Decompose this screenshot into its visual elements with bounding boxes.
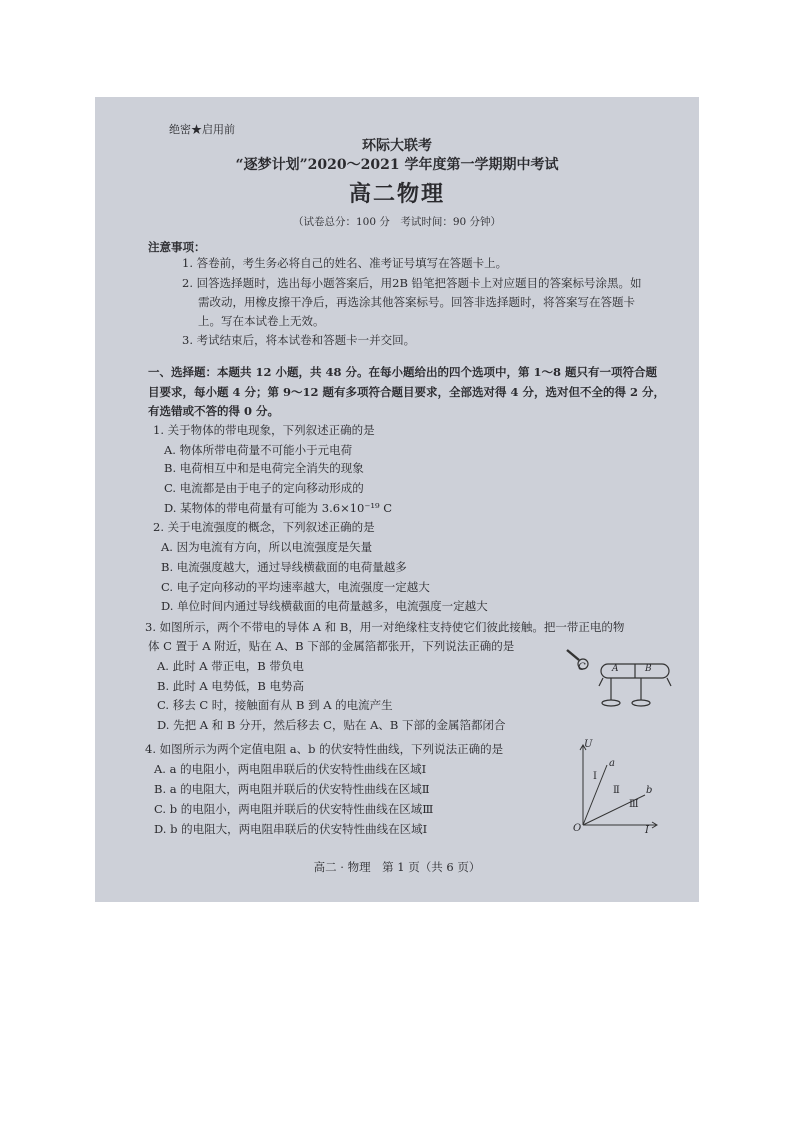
q3-label-a: A [612, 664, 619, 674]
q4-axis-u: U [584, 739, 593, 750]
q4-line-a: a [609, 758, 615, 769]
exam-sheet [95, 97, 699, 902]
confidential-mark: 绝密★启用前 [169, 123, 235, 136]
q4-option: B. a 的电阻大，两电阻并联后的伏安特性曲线在区域Ⅱ [154, 782, 430, 796]
q3-conductor-figure [561, 642, 681, 712]
q1-option: A. 物体所带电荷量不可能小于元电荷 [164, 443, 353, 457]
exam-meta: （试卷总分：100 分 考试时间：90 分钟） [292, 216, 502, 228]
note-item: 需改动，用橡皮擦干净后，再选涂其他答案标号。回答非选择题时，将答案写在答题卡 [198, 295, 635, 309]
note-item: 上。写在本试卷上无效。 [198, 314, 325, 328]
organizer: 环际大联考 [362, 138, 432, 154]
q4-origin: O [573, 823, 582, 834]
q3-option: D. 先把 A 和 B 分开，然后移去 C，贴在 A、B 下部的金属箔都闭合 [157, 718, 506, 732]
note-item: 2. 回答选择题时，选出每小题答案后，用2B 铅笔把答题卡上对应题目的答案标号涂黑。如 [182, 276, 642, 290]
note-item: 3. 考试结束后，将本试卷和答题卡一并交回。 [182, 333, 416, 347]
q2-option: C. 电子定向移动的平均速率越大，电流强度一定越大 [161, 580, 430, 594]
subject-title: 高二物理 [348, 181, 445, 207]
q3-option: A. 此时 A 带正电，B 带负电 [157, 659, 304, 673]
q1-option: D. 某物体的带电荷量有可能为 3.6×10⁻¹⁹ C [164, 501, 393, 515]
page-footer: 高二 · 物理 第 1 页（共 6 页） [313, 860, 481, 874]
q1-option: B. 电荷相互中和是电荷完全消失的现象 [164, 461, 364, 475]
q4-option: D. b 的电阻大，两电阻串联后的伏安特性曲线在区域Ⅰ [154, 822, 428, 836]
q4-region-2: Ⅱ [613, 785, 620, 796]
q4-stem: 4. 如图所示为两个定值电阻 a、b 的伏安特性曲线，下列说法正确的是 [145, 742, 504, 756]
q4-axis-i: I [645, 825, 649, 836]
q4-option: A. a 的电阻小，两电阻串联后的伏安特性曲线在区域Ⅰ [154, 762, 427, 776]
notes-title: 注意事项： [148, 240, 206, 254]
exam-title: “逐梦计划”2020～2021 学年度第一学期期中考试 [235, 157, 559, 173]
q3-label-b: B [645, 664, 652, 674]
q3-stem-continued: 体 C 置于 A 附近，贴在 A、B 下部的金属箔都张开，下列说法正确的是 [148, 639, 515, 653]
q1-option: C. 电流都是由于电子的定向移动形成的 [164, 481, 364, 495]
q2-option: B. 电流强度越大，通过导线横截面的电荷量越多 [161, 560, 407, 574]
q3-option: C. 移去 C 时，接触面有从 B 到 A 的电流产生 [157, 698, 393, 712]
q1-stem: 1. 关于物体的带电现象，下列叙述正确的是 [153, 423, 375, 437]
q2-stem: 2. 关于电流强度的概念，下列叙述正确的是 [153, 520, 375, 534]
section-instruction: 有选错或不答的得 0 分。 [148, 404, 280, 418]
q2-option: A. 因为电流有方向，所以电流强度是矢量 [161, 540, 373, 554]
q4-iv-graph [571, 739, 661, 837]
section-instruction: 目要求，每小题 4 分；第 9～12 题有多项符合题目要求，全部选对得 4 分，选对但不全的得 2 分， [148, 385, 666, 399]
q4-region-1: Ⅰ [593, 771, 597, 782]
q4-region-3: Ⅲ [629, 799, 639, 810]
q4-line-b: b [646, 785, 653, 796]
q3-label-c: C [578, 662, 586, 673]
q3-stem: 3. 如图所示，两个不带电的导体 A 和 B，用一对绝缘柱支持使它们彼此接触。把一带正电的物 [145, 620, 625, 634]
q3-option: B. 此时 A 电势低，B 电势高 [157, 679, 304, 693]
section-instruction: 一、选择题：本题共 12 小题，共 48 分。在每小题给出的四个选项中，第 1～8 题只有一项符合题 [148, 365, 658, 379]
q2-option: D. 单位时间内通过导线横截面的电荷量越多，电流强度一定越大 [161, 599, 488, 613]
note-item: 1. 答卷前，考生务必将自己的姓名、准考证号填写在答题卡上。 [182, 256, 508, 270]
q4-option: C. b 的电阻小，两电阻并联后的伏安特性曲线在区域Ⅲ [154, 802, 434, 816]
